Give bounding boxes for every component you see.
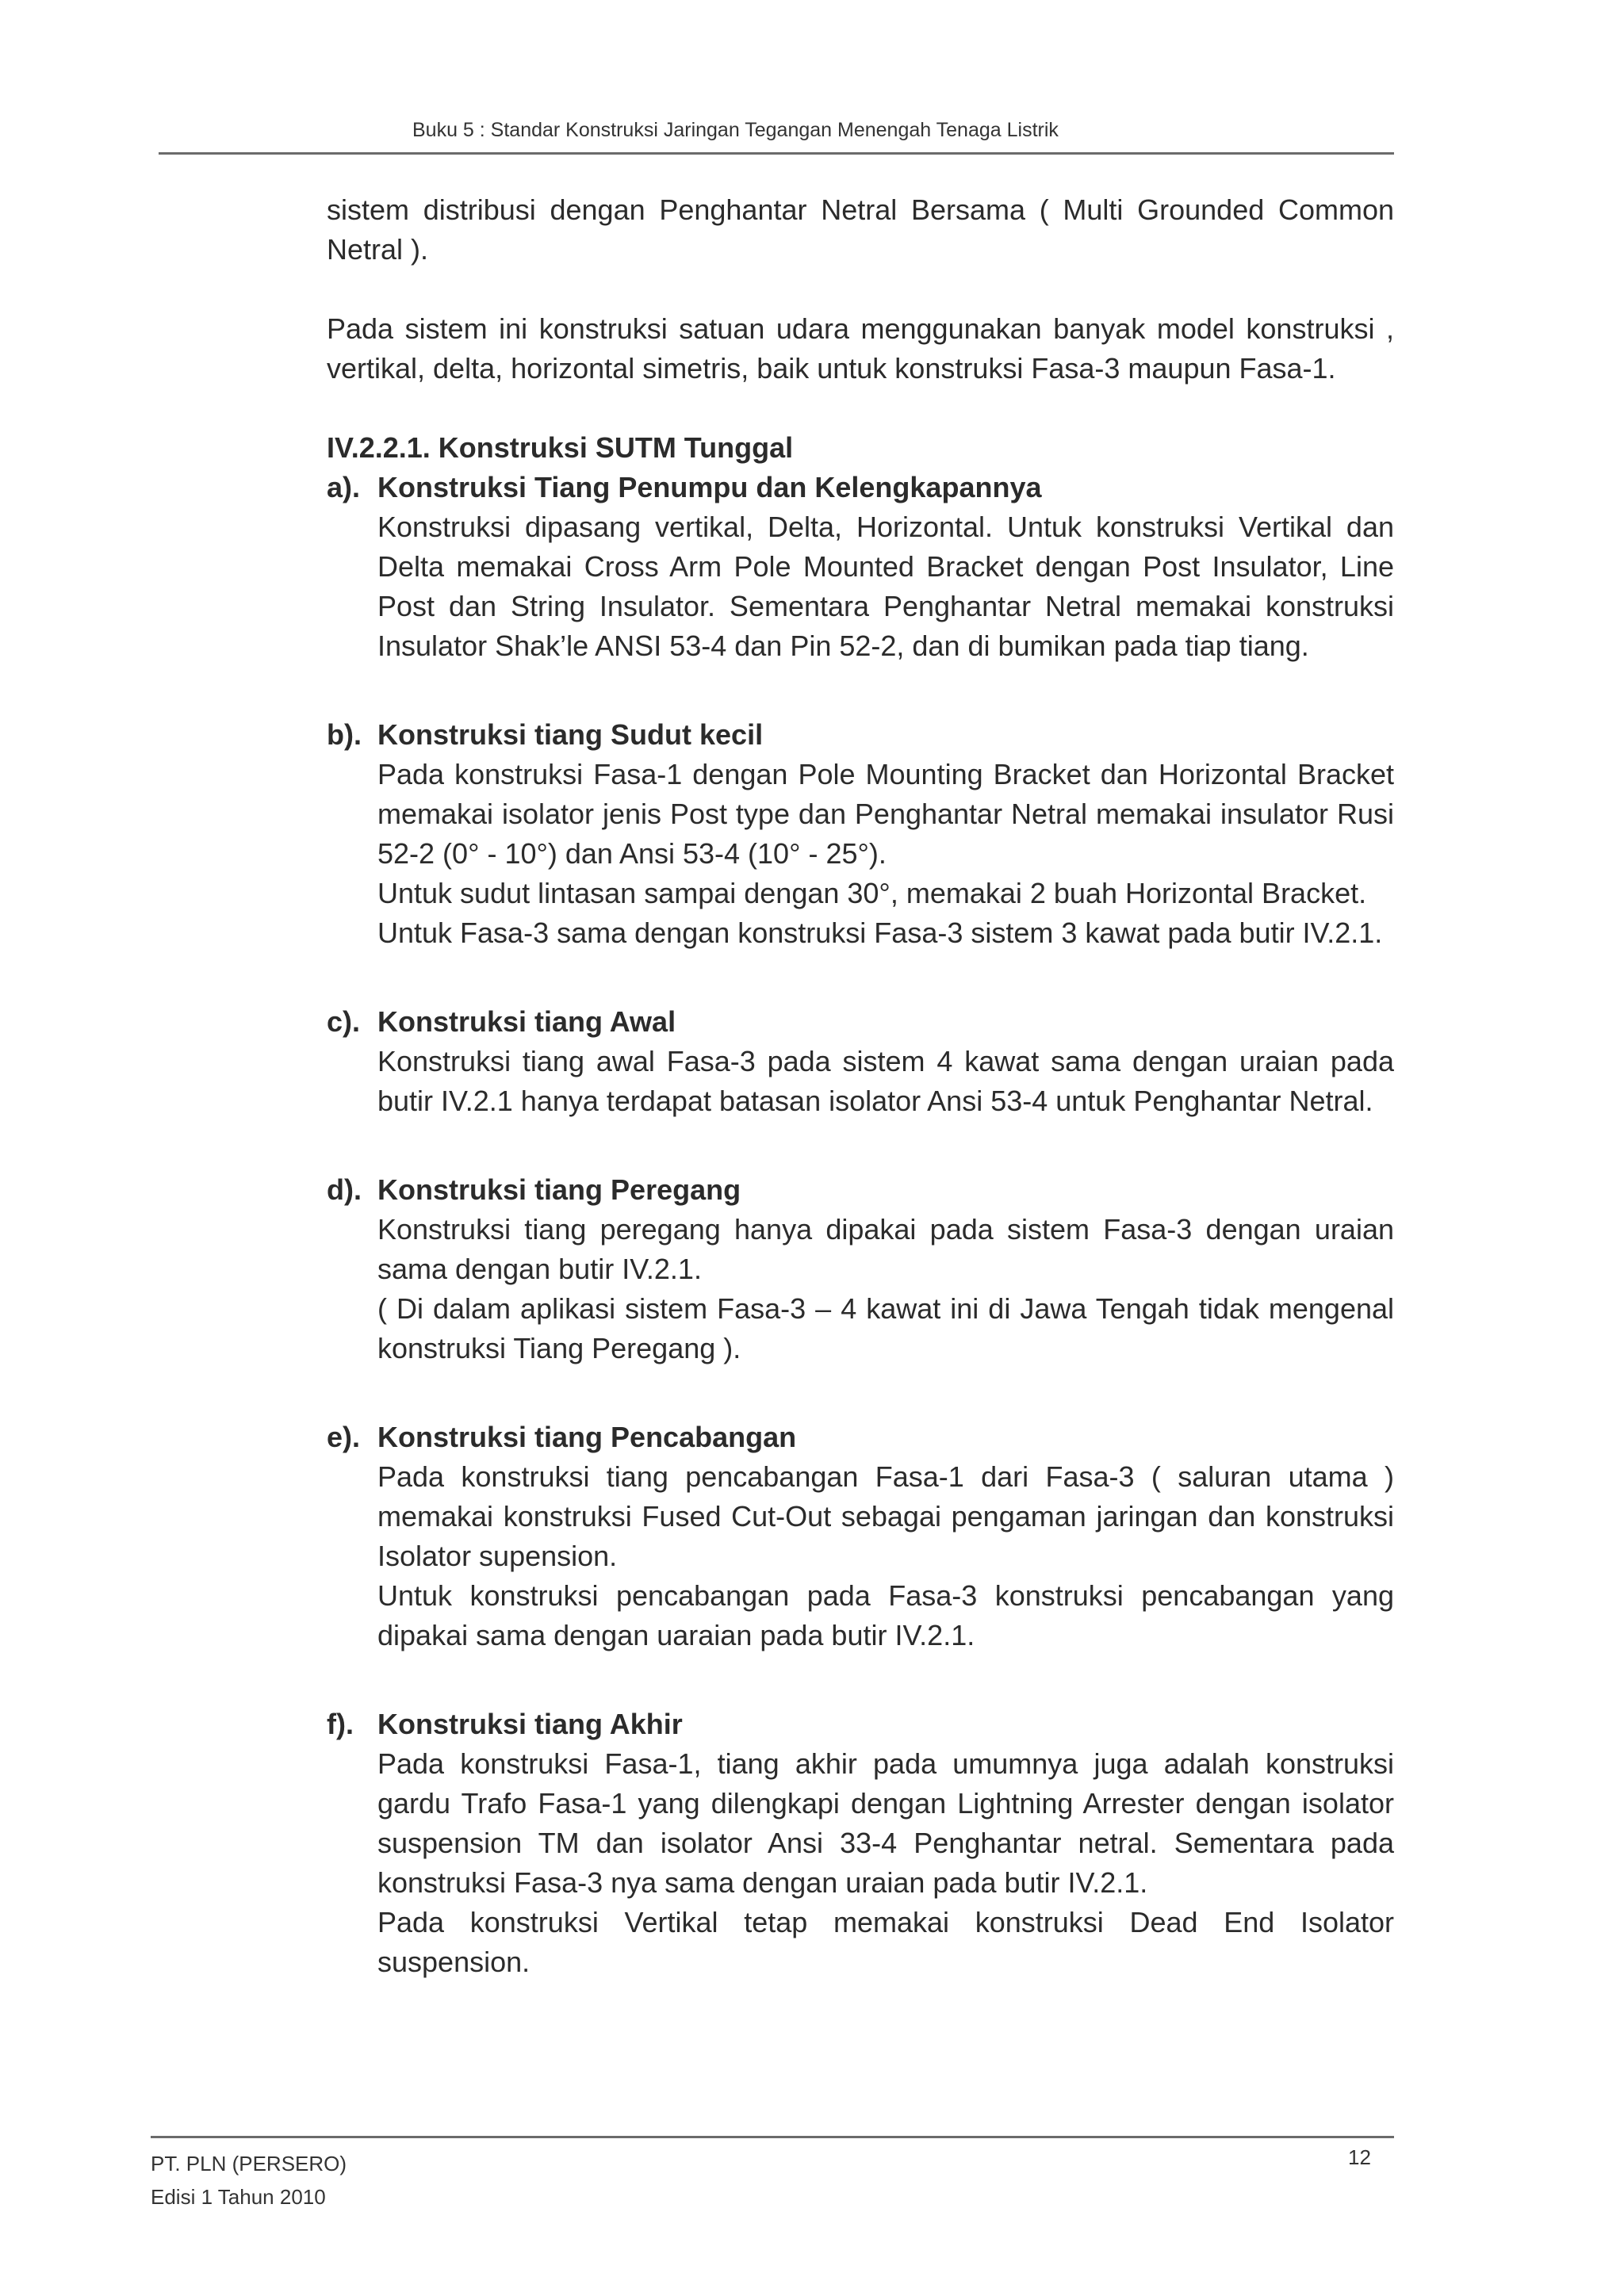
footer-divider xyxy=(151,2136,1394,2138)
list-item-a xyxy=(327,468,1394,666)
header-divider xyxy=(159,152,1394,155)
item-body xyxy=(327,1457,1394,1655)
item-title: Konstruksi tiang Pencabangan xyxy=(377,1421,797,1453)
item-body xyxy=(327,755,1394,953)
item-heading xyxy=(327,1418,1394,1457)
item-title: Konstruksi tiang Peregang xyxy=(377,1173,741,1206)
item-paragraph: Untuk konstruksi pencabangan pada Fasa-3 konstruksi pencabangan yang dipakai sama dengan uaraian pada butir IV.2.1. xyxy=(377,1579,1394,1651)
item-paragraph: Pada konstruksi tiang pencabangan Fasa-1 dari Fasa-3 ( saluran utama ) memakai konstruksi Fused Cut-Out sebagai pengaman jaringan dan konstruksi Isolator supension. xyxy=(377,1460,1394,1572)
item-letter: e). xyxy=(327,1421,361,1453)
item-paragraph: ( Di dalam aplikasi sistem Fasa-3 – 4 kawat ini di Jawa Tengah tidak mengenal konstruksi Tiang Peregang ). xyxy=(377,1292,1394,1364)
footer-edition: Edisi 1 Tahun 2010 xyxy=(151,2185,326,2209)
item-paragraph: Pada konstruksi Fasa-1 dengan Pole Mounting Bracket dan Horizontal Bracket memakai isolator jenis Post type dan Penghantar Netral memakai insulator Rusi 52-2 (0° - 10°) dan Ansi 53-4 (10° - 25°). xyxy=(377,758,1394,870)
list-item-d xyxy=(327,1170,1394,1368)
intro-paragraph-2: Pada sistem ini konstruksi satuan udara menggunakan banyak model konstruksi , vertikal, delta, horizontal simetris, baik untuk konstruksi Fasa-3 maupun Fasa-1. xyxy=(327,312,1394,385)
item-heading xyxy=(327,1002,1394,1042)
item-paragraph: Pada konstruksi Fasa-1, tiang akhir pada umumnya juga adalah konstruksi gardu Trafo Fasa-1 yang dilengkapi dengan Lightning Arrester dengan isolator suspension TM dan isolator Ansi 33-4 Penghantar netral. Sementara pada konstruksi Fasa-3 nya sama dengan uraian pada butir IV.2.1. xyxy=(377,1747,1394,1899)
item-heading xyxy=(327,1705,1394,1744)
item-title: Konstruksi tiang Awal xyxy=(377,1005,676,1038)
item-paragraph: Pada konstruksi Vertikal tetap memakai konstruksi Dead End Isolator suspension. xyxy=(377,1906,1394,1978)
item-paragraph: Konstruksi dipasang vertikal, Delta, Horizontal. Untuk konstruksi Vertikal dan Delta memakai Cross Arm Pole Mounted Bracket dengan Post Insulator, Line Post dan String Insulator. Sementara Penghantar Netral memakai konstruksi Insulator Shak’le ANSI 53-4 dan Pin 52-2, dan di bumikan pada tiap tiang. xyxy=(377,511,1394,662)
item-body xyxy=(327,507,1394,666)
item-heading xyxy=(327,468,1394,507)
item-letter: c). xyxy=(327,1005,361,1038)
section-title: IV.2.2.1. Konstruksi SUTM Tunggal xyxy=(327,431,794,464)
item-letter: a). xyxy=(327,471,361,503)
item-title: Konstruksi tiang Sudut kecil xyxy=(377,718,764,751)
item-paragraph: Konstruksi tiang peregang hanya dipakai pada sistem Fasa-3 dengan uraian sama dengan butir IV.2.1. xyxy=(377,1213,1394,1285)
item-body xyxy=(327,1210,1394,1368)
list-item-e xyxy=(327,1418,1394,1655)
item-heading xyxy=(327,1170,1394,1210)
list-item-c xyxy=(327,1002,1394,1121)
item-body xyxy=(327,1042,1394,1121)
item-letter: d). xyxy=(327,1173,362,1206)
intro-paragraph-1: sistem distribusi dengan Penghantar Netral Bersama ( Multi Grounded Common Netral ). xyxy=(327,193,1394,266)
item-letter: f). xyxy=(327,1708,354,1740)
footer-company: PT. PLN (PERSERO) xyxy=(151,2152,347,2175)
running-header: Buku 5 : Standar Konstruksi Jaringan Tegangan Menengah Tenaga Listrik xyxy=(412,119,1059,141)
item-paragraph: Untuk sudut lintasan sampai dengan 30°, memakai 2 buah Horizontal Bracket. xyxy=(377,877,1367,909)
item-title: Konstruksi Tiang Penumpu dan Kelengkapannya xyxy=(377,471,1042,503)
item-paragraph: Konstruksi tiang awal Fasa-3 pada sistem 4 kawat sama dengan uraian pada butir IV.2.1 hanya terdapat batasan isolator Ansi 53-4 untuk Penghantar Netral. xyxy=(377,1045,1394,1117)
footer-info xyxy=(151,2147,347,2214)
page-content xyxy=(327,190,1394,1982)
list-item-f xyxy=(327,1705,1394,1982)
item-title: Konstruksi tiang Akhir xyxy=(377,1708,683,1740)
page-number: 12 xyxy=(1348,2145,1371,2169)
item-heading xyxy=(327,715,1394,755)
item-paragraph: Untuk Fasa-3 sama dengan konstruksi Fasa-3 sistem 3 kawat pada butir IV.2.1. xyxy=(377,916,1383,949)
item-body xyxy=(327,1744,1394,1982)
item-letter: b). xyxy=(327,718,362,751)
list-item-b xyxy=(327,715,1394,953)
